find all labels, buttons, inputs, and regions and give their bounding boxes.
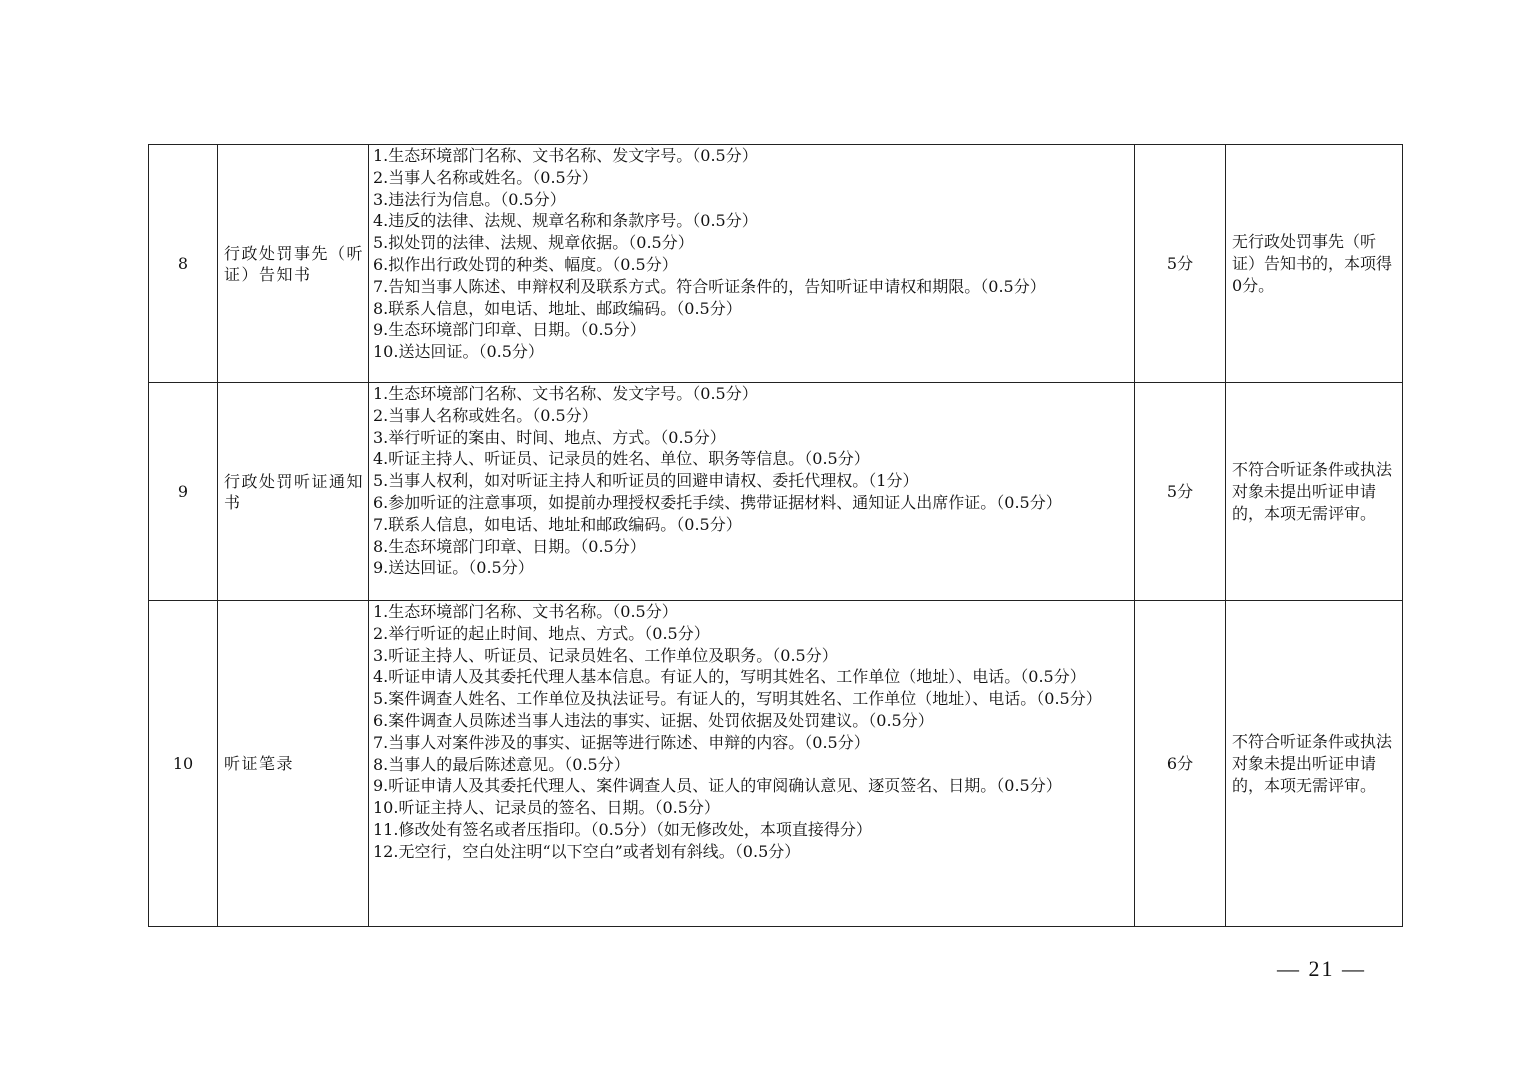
criteria-item: 3.举行听证的案由、时间、地点、方式。（0.5分） bbox=[373, 427, 726, 447]
criteria-item: 7.告知当事人陈述、申辩权利及联系方式。符合听证条件的，告知听证申请权和期限。（0.5分） bbox=[373, 276, 1046, 296]
score-value: 5分 bbox=[1135, 145, 1226, 383]
criteria-item: 4.听证申请人及其委托代理人基本信息。有证人的，写明其姓名、工作单位（地址）、电话。（0.5分） bbox=[373, 667, 1086, 687]
row-number: 10 bbox=[149, 601, 218, 927]
score-value: 5分 bbox=[1135, 383, 1226, 601]
criteria-item: 1.生态环境部门名称、文书名称、发文字号。（0.5分） bbox=[373, 384, 758, 403]
criteria-item: 6.参加听证的注意事项，如提前办理授权委托手续、携带证据材料、通知证人出席作证。（0.5分） bbox=[373, 492, 1062, 512]
criteria-item: 11.修改处有签名或者压指印。（0.5分）（如无修改处，本项直接得分） bbox=[373, 819, 872, 839]
criteria-item: 7.当事人对案件涉及的事实、证据等进行陈述、申辩的内容。（0.5分） bbox=[373, 732, 870, 752]
criteria-list bbox=[369, 383, 1135, 601]
criteria-item: 9.送达回证。（0.5分） bbox=[373, 558, 534, 578]
score-value: 6分 bbox=[1135, 601, 1226, 927]
criteria-item: 7.联系人信息，如电话、地址和邮政编码。（0.5分） bbox=[373, 514, 742, 534]
criteria-item: 10.听证主持人、记录员的签名、日期。（0.5分） bbox=[373, 798, 720, 818]
criteria-item: 10.送达回证。（0.5分） bbox=[373, 342, 544, 362]
scoring-table bbox=[148, 144, 1403, 927]
document-name: 行政处罚听证通知书 bbox=[218, 383, 369, 601]
criteria-item: 1.生态环境部门名称、文书名称。（0.5分） bbox=[373, 602, 678, 621]
criteria-item: 5.当事人权利，如对听证主持人和听证员的回避申请权、委托代理权。（1分） bbox=[373, 471, 919, 491]
criteria-item: 5.拟处罚的法律、法规、规章依据。（0.5分） bbox=[373, 233, 694, 253]
criteria-item: 9.生态环境部门印章、日期。（0.5分） bbox=[373, 320, 646, 340]
criteria-item: 12.无空行，空白处注明“以下空白”或者划有斜线。（0.5分） bbox=[373, 841, 801, 861]
criteria-item: 3.违法行为信息。（0.5分） bbox=[373, 189, 566, 209]
criteria-item: 5.案件调查人姓名、工作单位及执法证号。有证人的，写明其姓名、工作单位（地址）、电话。（0.5分） bbox=[373, 689, 1102, 709]
criteria-item: 2.当事人名称或姓名。（0.5分） bbox=[373, 405, 598, 425]
criteria-list bbox=[369, 145, 1135, 383]
criteria-item: 6.案件调查人员陈述当事人违法的事实、证据、处罚依据及处罚建议。（0.5分） bbox=[373, 710, 934, 730]
row-number: 8 bbox=[149, 145, 218, 383]
table-row bbox=[149, 383, 1403, 601]
criteria-list bbox=[369, 601, 1135, 927]
remark: 不符合听证条件或执法对象未提出听证申请的，本项无需评审。 bbox=[1226, 601, 1403, 927]
table-row bbox=[149, 145, 1403, 383]
criteria-item: 1.生态环境部门名称、文书名称、发文字号。（0.5分） bbox=[373, 146, 758, 165]
criteria-item: 4.听证主持人、听证员、记录员的姓名、单位、职务等信息。（0.5分） bbox=[373, 449, 870, 469]
page-number: — 21 — bbox=[1277, 956, 1366, 981]
criteria-item: 4.违反的法律、法规、规章名称和条款序号。（0.5分） bbox=[373, 211, 758, 231]
criteria-item: 8.联系人信息，如电话、地址、邮政编码。（0.5分） bbox=[373, 298, 742, 318]
criteria-item: 8.生态环境部门印章、日期。（0.5分） bbox=[373, 536, 646, 556]
remark: 无行政处罚事先（听证）告知书的，本项得0分。 bbox=[1226, 145, 1403, 383]
document-name: 行政处罚事先（听证）告知书 bbox=[218, 145, 369, 383]
criteria-item: 2.当事人名称或姓名。（0.5分） bbox=[373, 167, 598, 187]
criteria-item: 8.当事人的最后陈述意见。（0.5分） bbox=[373, 754, 630, 774]
criteria-item: 9.听证申请人及其委托代理人、案件调查人员、证人的审阅确认意见、逐页签名、日期。（0.5分） bbox=[373, 776, 1062, 796]
remark: 不符合听证条件或执法对象未提出听证申请的，本项无需评审。 bbox=[1226, 383, 1403, 601]
criteria-item: 3.听证主持人、听证员、记录员姓名、工作单位及职务。（0.5分） bbox=[373, 645, 838, 665]
table-row bbox=[149, 601, 1403, 927]
document-name: 听证笔录 bbox=[218, 601, 369, 927]
criteria-item: 2.举行听证的起止时间、地点、方式。（0.5分） bbox=[373, 623, 710, 643]
criteria-item: 6.拟作出行政处罚的种类、幅度。（0.5分） bbox=[373, 254, 678, 274]
row-number: 9 bbox=[149, 383, 218, 601]
